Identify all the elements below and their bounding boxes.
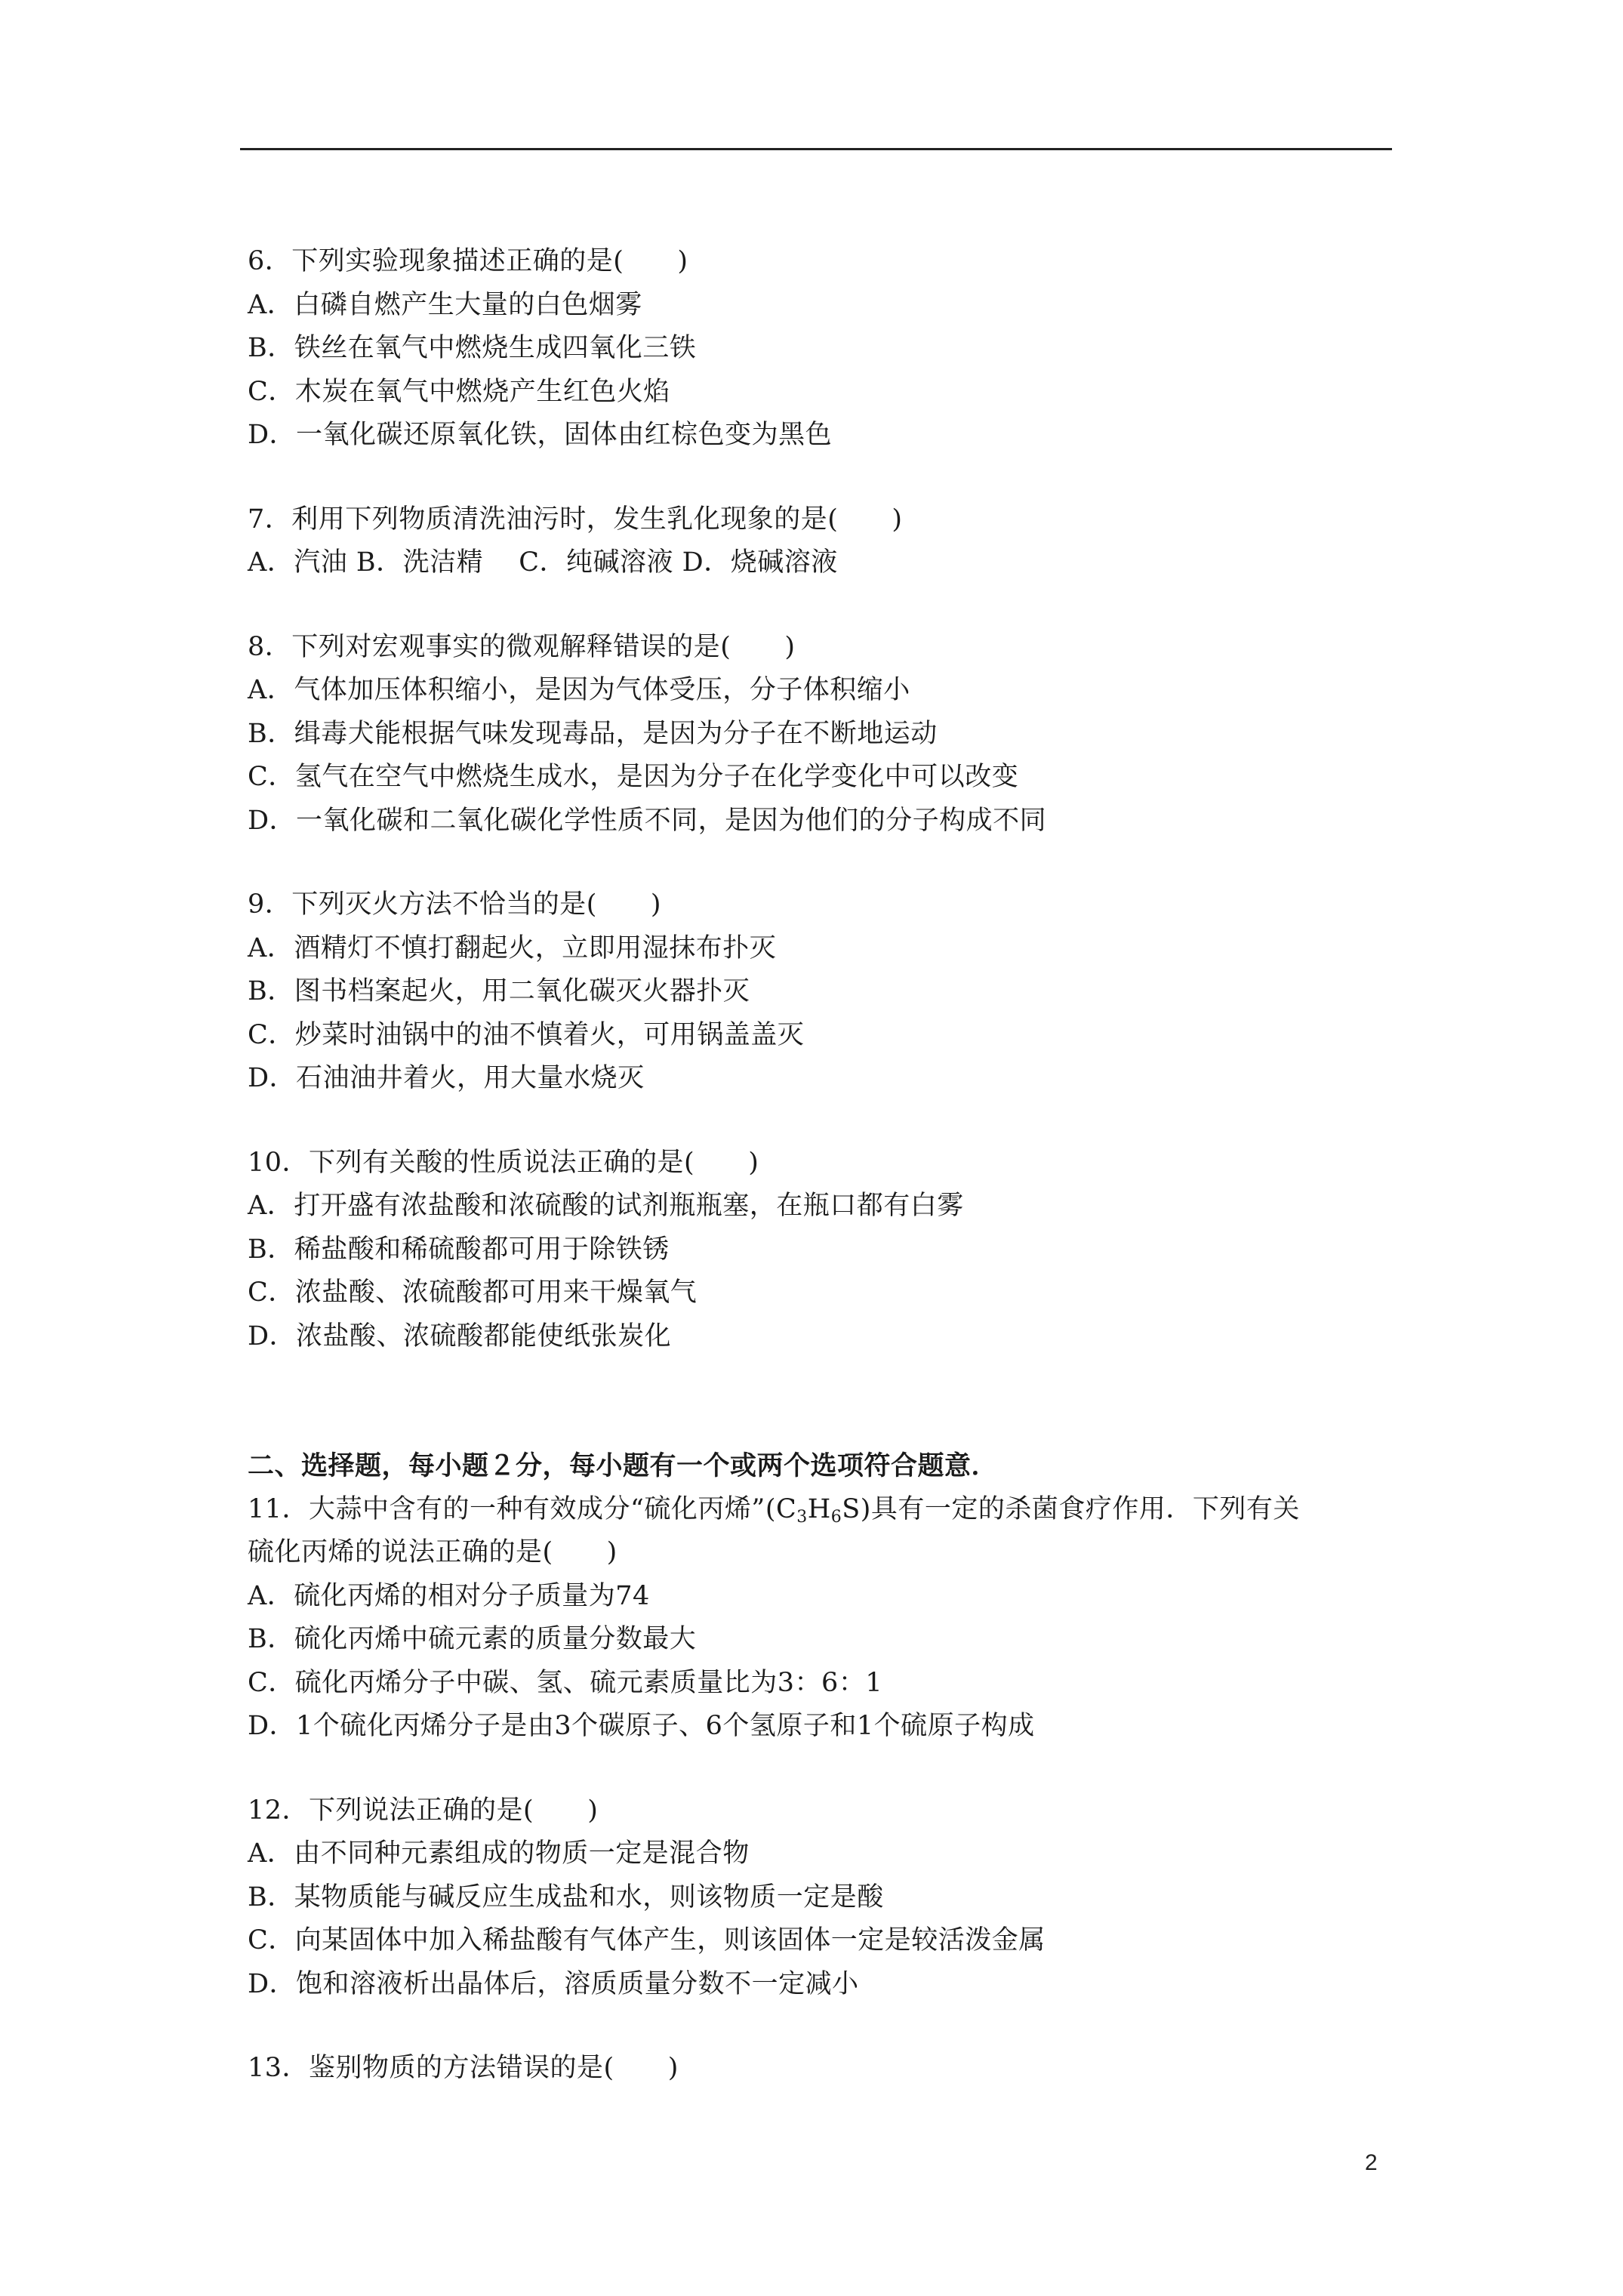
option-a: A．由不同种元素组成的物质一定是混合物 bbox=[248, 1838, 750, 1869]
questions-part1 bbox=[248, 240, 1395, 1358]
question-13 bbox=[248, 2047, 1395, 2091]
option-a: A．硫化丙烯的相对分子质量为74 bbox=[248, 1580, 650, 1611]
question-option: B．图书档案起火，用二氧化碳灭火器扑灭 bbox=[248, 976, 750, 1006]
question-option: D．一氧化碳还原氧化铁，固体由红棕色变为黑色 bbox=[248, 420, 833, 450]
page-number: 2 bbox=[1365, 2150, 1378, 2175]
question-stem: 6．下列实验现象描述正确的是( ) bbox=[248, 246, 688, 276]
option-d: D．1个硫化丙烯分子是由3个碳原子、6个氢原子和1个硫原子构成 bbox=[248, 1711, 1035, 1741]
question-option: A．打开盛有浓盐酸和浓硫酸的试剂瓶瓶塞，在瓶口都有白雾 bbox=[248, 1191, 964, 1221]
option-b: B．硫化丙烯中硫元素的质量分数最大 bbox=[248, 1624, 697, 1654]
question-option: A．酒精灯不慎打翻起火，立即用湿抹布扑灭 bbox=[248, 932, 777, 963]
question-stem-continued: 硫化丙烯的说法正确的是( ) bbox=[248, 1537, 617, 1567]
question-option: D．石油油井着火，用大量水烧灭 bbox=[248, 1063, 645, 1093]
question-stem: 8．下列对宏观事实的微观解释错误的是( ) bbox=[248, 631, 796, 662]
question-option: B．缉毒犬能根据气味发现毒品，是因为分子在不断地运动 bbox=[248, 718, 938, 749]
question-option: D．一氧化碳和二氧化碳化学性质不同，是因为他们的分子构成不同 bbox=[248, 805, 1047, 836]
question-stem: 9．下列灭火方法不恰当的是( ) bbox=[248, 889, 662, 920]
question-block bbox=[248, 498, 1395, 585]
question-option: B．稀盐酸和稀硫酸都可用于除铁锈 bbox=[248, 1234, 670, 1265]
question-stem: 11．大蒜中含有的一种有效成分“硫化丙烯$”(C_3H_6S)$具有一定的杀菌食疗作用．下列有关 bbox=[248, 1493, 1300, 1527]
option-c: C．硫化丙烯分子中碳、氢、硫元素质量比为3：6：1 bbox=[248, 1667, 883, 1698]
question-option: A．气体加压体积缩小，是因为气体受压，分子体积缩小 bbox=[248, 675, 910, 705]
question-option: C．木炭在氧气中燃烧产生红色火焰 bbox=[248, 376, 670, 407]
question-11 bbox=[248, 1488, 1395, 1749]
question-block bbox=[248, 883, 1395, 1101]
section-title: 二、选择题，每小题２分，每小题有一个或两个选项符合题意． bbox=[248, 1450, 999, 1481]
question-block bbox=[248, 240, 1395, 458]
question-option: A．汽油 B．洗洁精 C．纯碱溶液 D．烧碱溶液 bbox=[248, 547, 838, 578]
header-rule bbox=[240, 148, 1392, 150]
question-block bbox=[248, 626, 1395, 843]
question-option: C．浓盐酸、浓硫酸都可用来干燥氧气 bbox=[248, 1277, 698, 1308]
question-block bbox=[248, 1142, 1395, 1359]
option-c: C．向某固体中加入稀盐酸有气体产生，则该固体一定是较活泼金属 bbox=[248, 1925, 1046, 1955]
question-stem: 12．下列说法正确的是( ) bbox=[248, 1795, 599, 1826]
option-b: B．某物质能与碱反应生成盐和水，则该物质一定是酸 bbox=[248, 1881, 884, 1912]
question-stem: 7．利用下列物质清洗油污时，发生乳化现象的是( ) bbox=[248, 504, 903, 535]
question-12 bbox=[248, 1789, 1395, 2007]
question-stem: 10．下列有关酸的性质说法正确的是( ) bbox=[248, 1147, 759, 1178]
question-option: C．氢气在空气中燃烧生成水，是因为分子在化学变化中可以改变 bbox=[248, 762, 1019, 792]
question-option: D．浓盐酸、浓硫酸都能使纸张炭化 bbox=[248, 1321, 672, 1351]
question-option: B．铁丝在氧气中燃烧生成四氧化三铁 bbox=[248, 333, 697, 363]
option-d: D．饱和溶液析出晶体后，溶质质量分数不一定减小 bbox=[248, 1968, 859, 1999]
question-option: A．白磷自燃产生大量的白色烟雾 bbox=[248, 289, 642, 320]
question-option: C．炒菜时油锅中的油不慎着火，可用锅盖盖灭 bbox=[248, 1019, 805, 1050]
question-stem: 13．鉴别物质的方法错误的是( ) bbox=[248, 2053, 679, 2083]
document-body bbox=[248, 240, 1395, 2131]
